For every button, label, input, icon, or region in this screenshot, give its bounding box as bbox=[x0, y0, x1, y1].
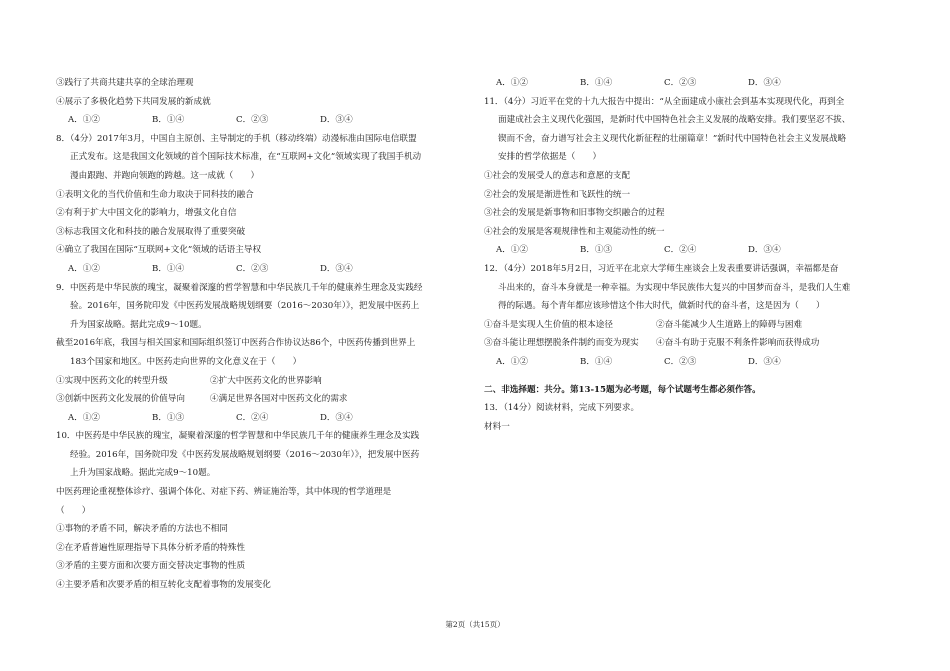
q12-stem-line-1: 12．（4分）2018年5月2日，习近平在北京大学师生座谈会上发表重要讲话强调，幸福都是奋 bbox=[484, 263, 839, 274]
q11-stem-line-3: 锲而不舍，奋力谱写社会主义现代化新征程的壮丽篇章！”新时代中国特色社会主义发展战略 bbox=[498, 133, 847, 144]
q10-statement-1: ①事物的矛盾不同，解决矛盾的方法也不相同 bbox=[56, 524, 228, 535]
material-1-label: 材料一 bbox=[484, 421, 510, 432]
q10-stem-line-5: （ ） bbox=[56, 505, 91, 516]
q12-stem-line-3: 得的际遇。每个青年都应该珍惜这个伟大时代，做新时代的奋斗者，这是因为（ ） bbox=[498, 301, 825, 312]
q8-options bbox=[56, 260, 468, 279]
q9-statements-row-2 bbox=[56, 390, 468, 409]
q8-stem-line-1: 8．（4分）2017年3月，中国自主原创、主导制定的手机（移动终端）动漫标准由国际电信联盟 bbox=[56, 133, 417, 144]
q11-options bbox=[484, 241, 896, 260]
q12-statements-row-1 bbox=[484, 316, 896, 335]
q11-option-b: B．①③ bbox=[580, 245, 613, 256]
q10-options bbox=[484, 74, 896, 93]
q9-option-d: D．③④ bbox=[320, 412, 353, 423]
q12-statement-3: ③奋斗能让理想摆脱条件制约而变为现实 bbox=[484, 338, 639, 349]
q7-option-a: A．①② bbox=[68, 115, 100, 126]
q7-statement-3: ③践行了共商共建共享的全球治理观 bbox=[56, 78, 194, 88]
q12-statement-4: ④奋斗有助于克服不利条件影响而获得成功 bbox=[656, 338, 820, 349]
right-column bbox=[484, 74, 896, 436]
q10-option-c: C．②③ bbox=[664, 78, 697, 88]
q9-stem-line-3: 升为国家战略。据此完成9～10题。 bbox=[70, 319, 207, 330]
q11-option-d: D．③④ bbox=[748, 245, 781, 256]
q11-stem-line-1: 11．（4分）习近平在党的十九大报告中提出：“从全面建成小康社会到基本实现现代化，再到全 bbox=[484, 96, 845, 107]
q13-stem: 13．（14分）阅读材料，完成下列要求。 bbox=[484, 403, 640, 414]
q9-option-b: B．①③ bbox=[152, 412, 185, 423]
q12-statement-1: ①奋斗是实现人生价值的根本途径 bbox=[484, 319, 613, 330]
q7-option-b: B．①④ bbox=[152, 115, 185, 126]
q7-option-d: D．③④ bbox=[320, 115, 353, 126]
q11-option-a: A．①② bbox=[496, 245, 528, 256]
page-footer: 第2页（共15页） bbox=[445, 620, 505, 629]
q12-option-b: B．①④ bbox=[580, 356, 613, 367]
q8-option-c: C．②③ bbox=[236, 263, 269, 274]
q12-options bbox=[484, 353, 896, 372]
q9-option-c: C．②④ bbox=[236, 412, 269, 423]
q9-stem-line-5: 183个国家和地区。中医药走向世界的文化意义在于（ ） bbox=[70, 356, 302, 367]
q9-statement-2: ②扩大中医药文化的世界影响 bbox=[210, 375, 322, 386]
q10-option-a: A．①② bbox=[496, 78, 528, 88]
q9-statement-4: ④满足世界各国对中医药文化的需求 bbox=[210, 394, 348, 405]
q10-stem-line-2: 经验。2016年，国务院印发《中医药发展战略规划纲要（2016～2030年）》，把发展中医药 bbox=[70, 449, 420, 460]
q9-statements-row-1 bbox=[56, 372, 468, 391]
q8-option-d: D．③④ bbox=[320, 263, 353, 274]
q12-option-d: D．③④ bbox=[748, 356, 781, 367]
q8-stem-line-2: 正式发布。这是我国文化领域的首个国际技术标准，在“互联网+文化”领域实现了我国手机动 bbox=[70, 152, 422, 163]
q9-statement-3: ③创新中医药文化发展的价值导向 bbox=[56, 394, 185, 405]
section-2-heading: 二、非选择题：共分。第13-15题为必考题，每个试题考生都必须作答。 bbox=[484, 384, 761, 395]
q8-statement-1: ①表明文化的当代价值和生命力取决于同科技的融合 bbox=[56, 189, 254, 200]
q11-option-c: C．②④ bbox=[664, 245, 697, 256]
q9-stem-line-4: 截至2016年底，我国与相关国家和国际组织签订中医药合作协议达86个，中医药传播到世界上 bbox=[56, 338, 416, 349]
q11-statement-1: ①社会的发展受人的意志和意愿的支配 bbox=[484, 170, 631, 181]
q8-statement-3: ③标志我国文化和科技的融合发展取得了重要突破 bbox=[56, 226, 246, 237]
q8-statement-4: ④确立了我国在国际“互联网+文化”领域的话语主导权 bbox=[56, 245, 262, 256]
q10-statement-4: ④主要矛盾和次要矛盾的相互转化支配着事物的发展变化 bbox=[56, 580, 271, 591]
q10-statement-2: ②在矛盾普遍性原理指导下具体分析矛盾的特殊性 bbox=[56, 542, 246, 553]
q12-option-a: A．①② bbox=[496, 356, 528, 367]
q8-statement-2: ②有利于扩大中国文化的影响力，增强文化自信 bbox=[56, 208, 237, 219]
q9-stem-line-2: 验。2016年，国务院印发《中医药发展战略规划纲要（2016～2030年）》，把发展中医药上 bbox=[70, 301, 420, 312]
q10-stem-line-1: 10．中医药是中华民族的瑰宝，凝聚着深邃的哲学智慧和中华民族几千年的健康养生理念及实践 bbox=[56, 431, 420, 442]
q9-stem-line-1: 9．中医药是中华民族的瑰宝，凝聚着深邃的哲学智慧和中华民族几千年的健康养生理念及实践经 bbox=[56, 282, 423, 293]
q10-statement-3: ③矛盾的主要方面和次要方面交替决定事物的性质 bbox=[56, 561, 246, 572]
q10-option-d: D．③④ bbox=[748, 78, 781, 88]
q7-options bbox=[56, 111, 468, 130]
q11-statement-3: ③社会的发展是新事物和旧事物交织融合的过程 bbox=[484, 208, 665, 219]
q11-statement-2: ②社会的发展是渐进性和飞跃性的统一 bbox=[484, 189, 631, 200]
q12-statements-row-2 bbox=[484, 334, 896, 353]
q10-stem-line-4: 中医药理论重视整体诊疗、强调个体化、对症下药、辨证施治等，其中体现的哲学道理是 bbox=[56, 487, 392, 498]
q10-option-b: B．①④ bbox=[580, 78, 613, 88]
q12-stem-line-2: 斗出来的，奋斗本身就是一种幸福。为实现中华民族伟大复兴的中国梦而奋斗，是我们人生难 bbox=[498, 282, 851, 293]
q12-option-c: C．②③ bbox=[664, 356, 697, 367]
q8-stem-line-3: 漫由跟跑、并跑向领跑的跨越。这一成就（ ） bbox=[70, 170, 260, 181]
q10-stem-line-3: 上升为国家战略。据此完成9～10题。 bbox=[70, 468, 216, 479]
q9-option-a: A．①② bbox=[68, 412, 100, 423]
q11-stem-line-4: 安排的哲学依据是（ ） bbox=[498, 152, 602, 163]
left-column bbox=[56, 74, 468, 595]
section-spacer bbox=[484, 372, 896, 381]
q8-option-b: B．①④ bbox=[152, 263, 185, 274]
q12-statement-2: ②奋斗能减少人生道路上的障碍与困难 bbox=[656, 319, 803, 330]
q8-option-a: A．①② bbox=[68, 263, 100, 274]
q9-options bbox=[56, 409, 468, 428]
q7-statement-4: ④展示了多极化趋势下共同发展的新成就 bbox=[56, 96, 211, 107]
q11-statement-4: ④社会的发展是客观规律性和主观能动性的统一 bbox=[484, 226, 665, 237]
q11-stem-line-2: 面建成社会主义现代化强国，是新时代中国特色社会主义发展的战略安排。我们要坚忍不拔、 bbox=[498, 115, 851, 126]
q9-statement-1: ①实现中医药文化的转型升级 bbox=[56, 375, 168, 386]
q7-option-c: C．②③ bbox=[236, 115, 269, 126]
